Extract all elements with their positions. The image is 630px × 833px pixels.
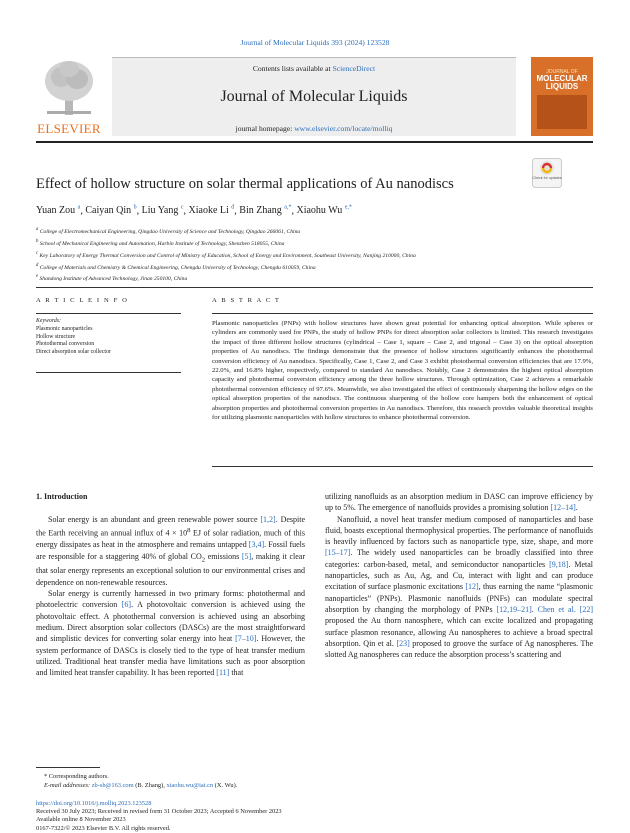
available-online: Available online 8 November 2023: [36, 816, 126, 824]
check-for-updates-badge[interactable]: [532, 158, 562, 188]
email-line: E-mail addresses: zb-sh@163.com (B. Zhang), xiaohu.wu@iat.cn (X. Wu).: [44, 782, 238, 789]
citation-link[interactable]: [12–14]: [550, 503, 576, 513]
journal-title: Journal of Molecular Liquids: [220, 88, 408, 105]
copyright: 0167-7322/© 2023 Elsevier B.V. All rights reserved.: [36, 824, 171, 832]
journal-cover-image[interactable]: [531, 57, 593, 136]
section-heading-introduction: 1. Introduction: [36, 492, 88, 501]
header-bottom-rule: [36, 141, 593, 143]
keywords-title: Keywords:: [36, 318, 61, 324]
affiliation: $^b$ School of Mechanical Engineering and Automation, Harbin Institute of Technology, Shenzhen 518055, China: [36, 238, 285, 247]
elsevier-wordmark: ELSEVIER: [37, 121, 101, 136]
citation-link[interactable]: [12,19–21]: [496, 604, 532, 614]
corresponding-note: * Corresponding authors.: [44, 773, 109, 780]
citation-link[interactable]: [6]: [121, 600, 132, 610]
citation-link[interactable]: [9,18]: [549, 559, 569, 569]
homepage-line: [112, 124, 516, 133]
citation-link[interactable]: [3,4]: [248, 540, 265, 550]
received-dates: Received 30 July 2023; Received in revised form 31 October 2023; Accepted 6 November 2023: [36, 808, 282, 816]
abstract-bottom-rule: [212, 466, 593, 467]
elsevier-logo[interactable]: [36, 57, 102, 137]
citation-link[interactable]: [5]: [241, 551, 252, 561]
abstract-rule: [212, 313, 593, 314]
body-column-right: [325, 491, 593, 660]
email-link[interactable]: xiaohu.wu@iat.cn: [166, 782, 214, 789]
citation-link[interactable]: [7–10]: [235, 634, 257, 644]
doi-link[interactable]: https://doi.org/10.1016/j.molliq.2023.123528: [36, 800, 152, 807]
article-metadata: [36, 800, 336, 833]
citation-link[interactable]: [15–17]: [325, 548, 351, 558]
article-info-heading: A R T I C L E I N F O: [36, 297, 129, 304]
cover-graphic: [537, 95, 587, 129]
body-column-left: [36, 514, 305, 678]
keyword-list: [36, 326, 111, 356]
keyword: Photothermal conversion: [36, 341, 95, 348]
citation-link[interactable]: [11]: [216, 668, 230, 678]
author-list: Yuan Zou $^a$, Caiyan Qin $^b$, Liu Yang $^c$, Xiaoke Li $^d$, Bin Zhang $^{a,*}$, Xiaohu Wu $^{e,*}$: [36, 205, 352, 217]
article-info-bottom-rule: [36, 372, 181, 373]
citation-link[interactable]: [12]: [465, 582, 479, 592]
footnote-rule: [36, 767, 100, 768]
citation-link[interactable]: Chen et al. [22]: [537, 604, 594, 614]
elsevier-tree-icon: [43, 57, 95, 117]
affiliations: [36, 225, 593, 284]
paragraph: Nanofluid, a novel heat transfer medium composed of nanoparticles and base fluid, boasts exceptional thermophysical properties. The performance of nanofluids is heavily influenced by factors such as nanoparticle type, size, shape, and more [15–17]. The widely used nanoparticles can be broadly classified into three categories: carbon-based, metal, and semiconductor nanoparticles [9,18]. Metal nanoparticles, such as Au, Ag, and Cu, interact with light and can produce excitation of surface plasmonic excitations [12], thus earning the name “plasmonic nanoparticles” (PNPs). Plasmonic nanofluids (PNFs) can modulate spectral absorption by changing the morphology of PNPs [12,19–21]. Chen et al. [22] proposed the Au thorn nanosphere, which can excite localized and propagating surface plasmon resonance, allowing Au nanospheres to achieve a broad spectral absorption. Qin et al. [23] proposed to groove the surface of Ag nanospheres. The slotted Ag nanospheres can reduce the absorption process’s scattering and: [325, 514, 594, 660]
abstract-text: Plasmonic nanoparticles (PNPs) with hollow structures have shown great potential for enhancing optical absorption. While spheres or cylinders are commonly used for PNPs, the study of hollow PNPs for direct absorption solar collectors is limited. This research investigates the impact of three different hollow structures (cylindrical – Case 1, square – Case 2, and trigonal – Case 3) on the optical absorption properties of Au nanodiscs. The findings demonstrate that the presence of hollow structures significantly enhances the photothermal conversion efficiency of Au nanodiscs. Specifically, Case 1, Case 2, and Case 3 exhibit photothermal conversion efficiencies that are 17.9%, 22.0%, and 16.8% higher, respectively, compared to standard Au nanodiscs. Notably, Case 2 demonstrates the highest optical absorption capacity and photothermal conversion efficiency among the three hollow structures. Through optimization, Case 2 achieves a remarkable photothermal conversion efficiency of 97.6%. Meanwhile, we also investigated the effect of continuously sharpening the hollow edges on the optical absorption properties of the nanodiscs. The continuous sharpening of the hollow core hampers both the enhancement of optical absorption properties and photothermal conversion properties in Au nanodiscs. Therefore, this research provides valuable theoretical insights for utilizing plasmonic nanoparticles with hollow structures to enhance photothermal conversion.: [212, 320, 593, 422]
journal-citation[interactable]: Journal of Molecular Liquids 393 (2024) 123528: [240, 38, 390, 47]
affiliation: $^c$ Key Laboratory of Energy Thermal Conversion and Control of Ministry of Education, School of Energy and Environment, Southeast University, Nanjing 210000, China: [36, 250, 416, 259]
paragraph: Solar energy is currently harnessed in two primary forms: photothermal and photoelectric conversion [6]. A photovoltaic conversion is achieved using the photovoltaic effect. A photothermal conversion is achieved using an absorbing medium. Direct absorption solar collectors (DASCs) are the most straightforward and simplistic devices for converting solar energy into heat [7–10]. However, the system performance of DASCs is closely tied to the type of heat transfer medium utilized. Traditional heat transfer media have limitations such as poor absorption and limited heat transfer capability. It has been reported [11] that: [36, 589, 306, 678]
badge-label: Check for updates: [532, 176, 562, 180]
check-updates-icon: [532, 158, 562, 188]
sciencedirect-link[interactable]: ScienceDirect: [332, 64, 376, 73]
email-link[interactable]: zb-sh@163.com: [91, 782, 134, 789]
affiliation: $^e$ Shandong Institute of Advanced Technology, Jinan 250100, China: [36, 274, 188, 283]
paragraph: Solar energy is an abundant and green renewable power source [1,2]. Despite the Earth receiving an annual influx of $4 \times 10^8$ EJ of solar radiation, much of this energy dissipates as heat in the atmosphere and remains untapped [3,4]. Fossil fuels are responsible for a staggering 40% of global $CO_2$ emissions [5], making it clear that solar energy represents an exceptional solution to our environmental crises and dependence on non-renewable resources.: [36, 515, 306, 587]
contents-prefix: Contents lists available at: [252, 64, 333, 73]
abstract-heading: A B S T R A C T: [212, 297, 281, 304]
contents-line: [112, 64, 516, 73]
article-info-rule: [36, 313, 181, 314]
homepage-prefix: journal homepage:: [235, 124, 295, 133]
author[interactable]: Bin Zhang $^{a,*}$: [239, 205, 292, 217]
affiliation: $^a$ College of Electromechanical Engineering, Qingdao University of Science and Technology, Qingdao 266061, China: [36, 227, 301, 235]
homepage-link[interactable]: www.elsevier.com/locate/molliq: [294, 124, 393, 133]
citation-link[interactable]: [1,2]: [260, 515, 276, 524]
keyword: Hollow structure: [36, 333, 76, 340]
cover-line2: MOLECULAR LIQUIDS: [536, 74, 588, 91]
paragraph: utilizing nanofluids as an absorption medium in DASC can improve efficiency by up to 5%. The emergence of nanofluids provides a promising solution [12–14].: [325, 492, 593, 513]
author[interactable]: Liu Yang $^c$: [141, 205, 184, 217]
section-rule: [36, 287, 593, 288]
keyword: Plasmonic nanoparticles: [36, 326, 93, 332]
author[interactable]: Xiaoke Li $^d$: [188, 205, 235, 217]
footnote: [36, 772, 336, 790]
cover-line1: JOURNAL OF: [546, 69, 578, 75]
article-title: Effect of hollow structure on solar thermal applications of Au nanodiscs: [36, 176, 454, 192]
author[interactable]: Xiaohu Wu $^{e,*}$: [296, 205, 352, 217]
author[interactable]: Yuan Zou $^a$: [36, 205, 81, 217]
affiliation: $^d$ College of Materials and Chemistry & Chemical Engineering, Chengdu University of Technology, Chengdu 610059, China: [36, 262, 316, 271]
keyword: Direct absorption solar collector: [36, 348, 111, 355]
author[interactable]: Caiyan Qin $^b$: [85, 205, 137, 217]
citation-link[interactable]: [23]: [396, 638, 410, 648]
